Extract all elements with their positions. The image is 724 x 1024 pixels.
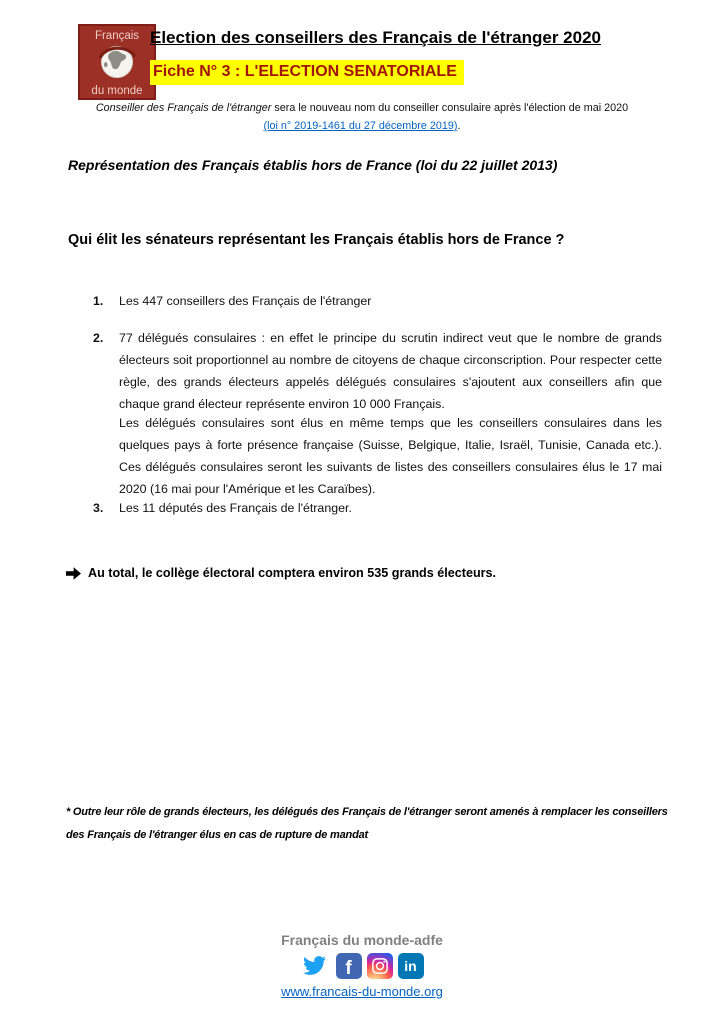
website-link[interactable]: www.francais-du-monde.org: [281, 984, 443, 999]
twitter-icon[interactable]: [301, 953, 331, 979]
note-regular-part: sera le nouveau nom du conseiller consulaire après l'élection de mai 2020: [271, 102, 629, 114]
list-number: 1.: [93, 294, 104, 308]
arrow-right-icon: [66, 567, 81, 580]
list-number: 2.: [93, 331, 104, 345]
linkedin-icon[interactable]: [398, 953, 424, 979]
logo-text-top: Français: [94, 30, 140, 42]
footer-brand: Français du monde-adfe: [281, 932, 443, 948]
conclusion-line: [66, 566, 666, 580]
social-icons-row: [0, 952, 724, 979]
francais-du-monde-logo: [78, 24, 156, 100]
footnote: * Outre leur rôle de grands électeurs, les délégués des Français de l'étranger seront amenés à remplacer les conseillers des Français de l'étranger élus en cas de rupture de mandat: [66, 806, 668, 841]
footer: [0, 932, 724, 1001]
list-item-2-extra-paragraph: Les délégués consulaires sont élus en même temps que les conseillers consulaires dans les quelques pays à forte présence française (Suisse, Belgique, Italie, Israël, Tunisie, Canada etc.). Ces délégués consulaires seront les suivants de listes des conseillers consulaires élus le 17 mai 2020 (16 mai pour l'Amérique et les Caraïbes).: [119, 416, 662, 496]
list-item-text: Les 11 députés des Français de l'étranger.: [119, 501, 352, 515]
globe-icon: [97, 42, 137, 85]
list-item-text: 77 délégués consulaires : en effet le principe du scrutin indirect veut que le nombre de grands électeurs soit proportionnel au nombre de citoyens de chaque circonscription. Pour respecter cette règle, des grands électeurs appelés délégués consulaires s'ajoutent aux conseillers afin que chaque grand électeur représente environ 10 000 Français.: [119, 331, 662, 411]
fiche-badge: Fiche N° 3 : L'ELECTION SENATORIALE: [150, 60, 464, 85]
linkedin-glyph: in: [404, 957, 417, 974]
law-heading: Représentation des Français établis hors de France (loi du 22 juillet 2013): [68, 157, 558, 173]
law-reference-link[interactable]: (loi n° 2019-1461 du 27 décembre 2019): [263, 120, 458, 132]
facebook-icon[interactable]: [336, 953, 362, 979]
note-suffix: .: [457, 120, 461, 132]
list-number: 3.: [93, 501, 104, 515]
list-item-3: [93, 497, 662, 519]
page-title: Election des conseillers des Français de l'étranger 2020: [150, 28, 601, 47]
list-item-1: [93, 290, 662, 312]
intro-note: [40, 99, 684, 135]
list-item-2: [93, 327, 662, 415]
note-italic-part: Conseiller des Français de l'étranger: [95, 102, 272, 114]
question-heading: Qui élit les sénateurs représentant les Français établis hors de France ?: [68, 232, 565, 248]
facebook-glyph: f: [345, 957, 352, 979]
instagram-icon[interactable]: [367, 953, 393, 979]
conclusion-text: Au total, le collège électoral comptera environ 535 grands électeurs.: [88, 566, 497, 580]
logo-text-bottom: du monde: [91, 85, 143, 97]
list-item-text: Les 447 conseillers des Français de l'étranger: [119, 294, 372, 308]
